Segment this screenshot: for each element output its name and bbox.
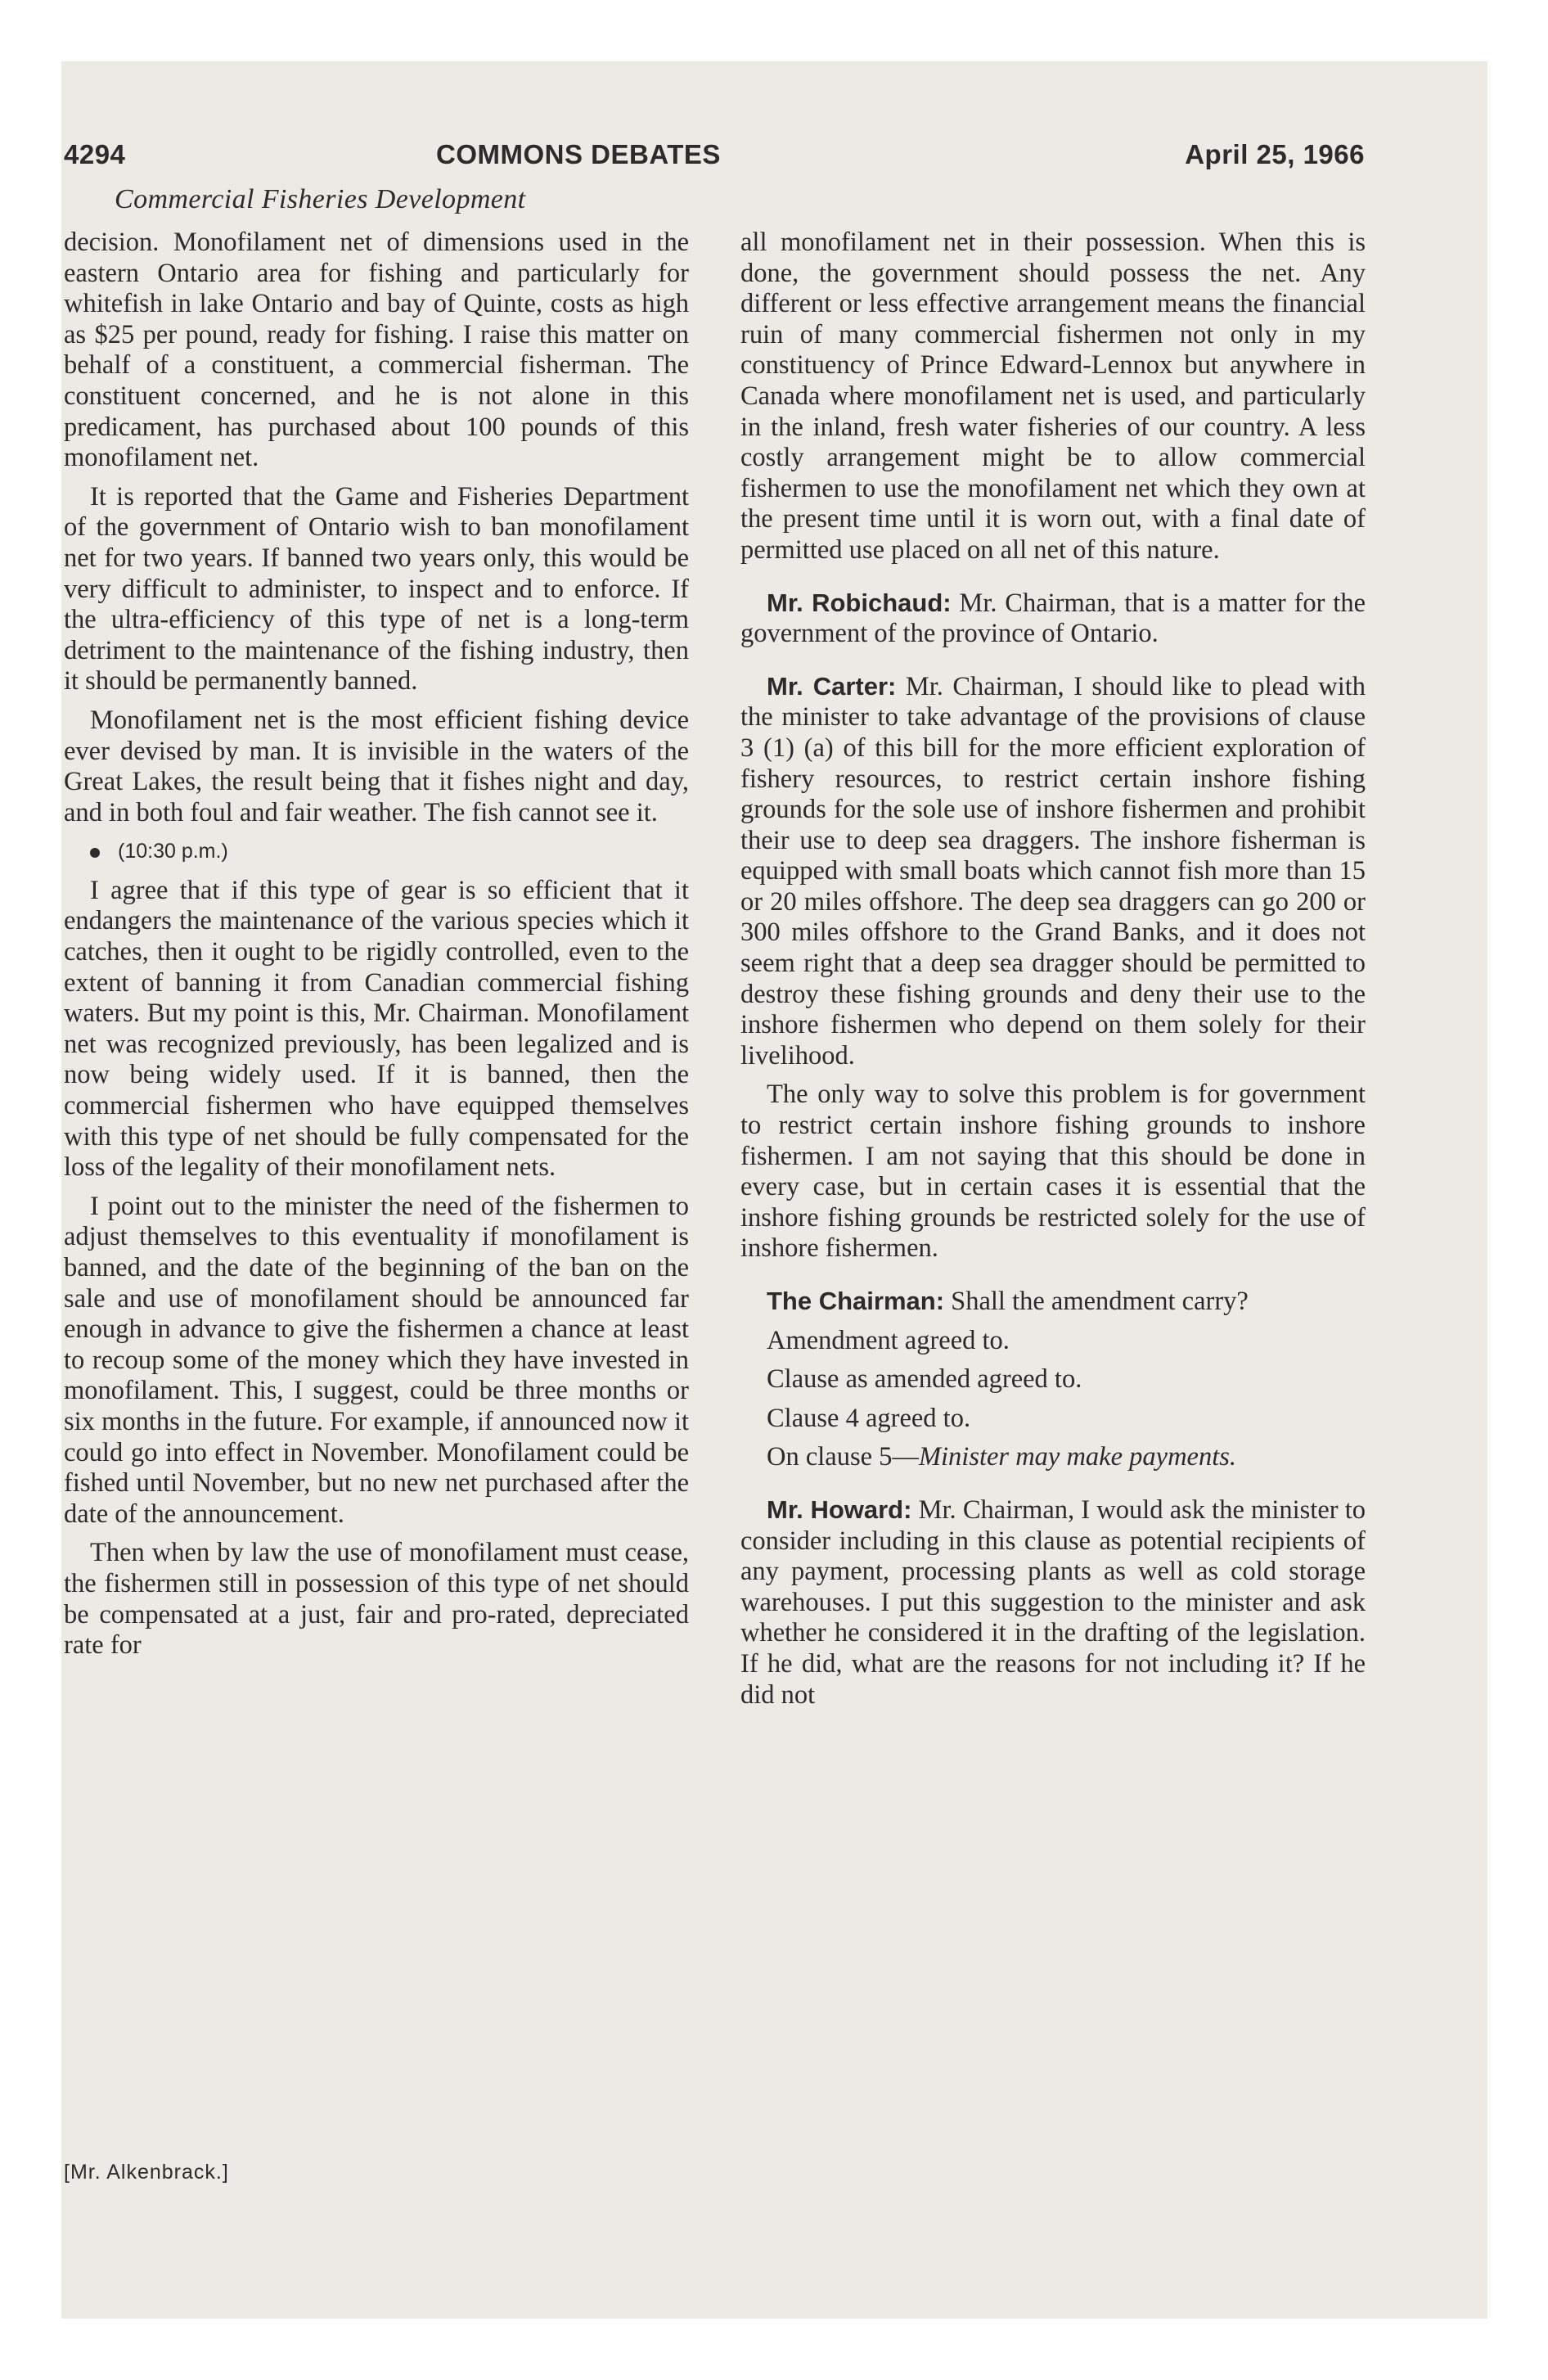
speech-chairman [740,1286,1366,1318]
motion-line: Clause 4 agreed to. [767,1403,971,1433]
section-subheading: Commercial Fisheries Development [115,184,526,214]
paragraph: Then when by law the use of monofilament must cease, the fishermen still in possession of this type of net should be compensated at a just, fair and pro-rated, depreciated rate for [64,1538,689,1661]
speaker-reference: [Mr. Alkenbrack.] [64,2161,229,2184]
speech-text: Shall the amendment carry? [951,1287,1249,1316]
motion-line: Clause as amended agreed to. [767,1364,1082,1395]
timestamp-text: (10:30 p.m.) [118,840,228,863]
speaker-name: Mr. Carter: [767,671,897,701]
right-column [740,228,1366,1719]
speech-text: Mr. Chairman, I should like to plead with the minister to take advantage of the provisions of clause 3 (1) (a) of this bill for the more efficient exploration of fishery resources, to restrict certain inshore fishing grounds for the sole use of inshore fishermen and prohibit their use to deep sea draggers. The inshore fisherman is equipped with small boats which cannot fish more than 15 or 20 miles offshore. The deep sea draggers can go 200 or 300 miles offshore to the Grand Banks, and it does not seem right that a deep sea dragger should be permitted to destroy these fishing grounds and deny their use to the inshore fishermen who depend on them solely for their livelihood. [740,671,1366,1071]
publication-date: April 25, 1966 [1185,139,1365,169]
speaker-name: Mr. Robichaud: [767,588,952,617]
publication-title: COMMONS DEBATES [436,139,721,169]
paragraph: The only way to solve this problem is for government to restrict certain inshore fishing grounds to inshore fishermen. I am not saying that this should be done in every case, but in certain cases it is essential that the inshore fishing grounds be restricted solely for the use of inshore fishermen. [740,1080,1366,1264]
speech-text: Mr. Chairman, that is a matter for the government of the province of Ontario. [740,588,1366,649]
paragraph: all monofilament net in their possession. When this is done, the government should possess the net. Any different or less effective arrangement means the financial ruin of many commercial fishermen not only in my constituency of Prince Edward-Lennox but anywhere in Canada where monofilament net is used, and particularly in the inland, fresh water fisheries of our country. A less costly arrangement might be to allow commercial fishermen to use the monofilament net which they own at the present time until it is worn out, with a final date of permitted use placed on all net of this nature. [740,228,1366,565]
paragraph: decision. Monofilament net of dimensions used in the eastern Ontario area for fishing and particularly for whitefish in lake Ontario and bay of Quinte, costs as high as $25 per pound, ready for fishing. I raise this matter on behalf of a constituent, a commercial fisherman. The constituent concerned, and he is not alone in this predicament, has purchased about 100 pounds of this monofilament net. [64,228,689,473]
timestamp [64,836,689,868]
speech-howard [740,1494,1366,1711]
clause-title: Minister may make payments. [918,1442,1237,1472]
speaker-name: The Chairman: [767,1287,945,1315]
speech-robichaud [740,588,1366,650]
speech-carter [740,671,1366,1072]
page-header [64,139,1365,180]
paragraph: I point out to the minister the need of the fishermen to adjust themselves to this eventuality if monofilament is banned, and the date of the beginning of the ban on the sale and use of monofilament should be announced far enough in advance to give the fishermen a chance at least to recoup some of the money which they have invested in monofilament. This, I suggest, could be three months or six months in the future. For example, if announced now it could go into effect in November. Monofilament could be fished until November, but no new net purchased after the date of the announcement. [64,1191,689,1529]
left-column [64,228,689,1670]
motion-line [740,1442,1366,1473]
paragraph: Monofilament net is the most efficient fishing device ever devised by man. It is invisible in the waters of the Great Lakes, the result being that it fishes night and day, and in both foul and fair weather. The fish cannot see it. [64,705,689,827]
bullet-icon [90,848,100,858]
paragraph: I agree that if this type of gear is so efficient that it endangers the maintenance of the various species which it catches, then it ought to be rigidly controlled, even to the extent of banning it from Canadian commercial fishing waters. But my point is this, Mr. Chairman. Monofilament net was recognized previously, has been legalized and is now being widely used. If it is banned, then the commercial fishermen who have equipped themselves with this type of net should be fully compensated for the loss of the legality of their monofilament nets. [64,875,689,1183]
page-number: 4294 [64,139,126,169]
speech-text: Mr. Chairman, I would ask the minister to consider including in this clause as potential recipients of any payment, processing plants as well as cold storage warehouses. I put this suggestion to the minister and ask whether he considered it in the drafting of the legislation. If he did, what are the reasons for not including it? If he did not [740,1494,1366,1710]
motion-line: Amendment agreed to. [767,1325,1010,1355]
paragraph: It is reported that the Game and Fisheries Department of the government of Ontario wish to ban monofilament net for two years. If banned two years only, this would be very difficult to administer, to inspect and to enforce. If the ultra-efficiency of this type of net is a long-term detriment to the maintenance of the fishing industry, then it should be permanently banned. [64,481,689,696]
speaker-name: Mr. Howard: [767,1494,912,1524]
clause-prefix: On clause 5— [767,1442,919,1472]
